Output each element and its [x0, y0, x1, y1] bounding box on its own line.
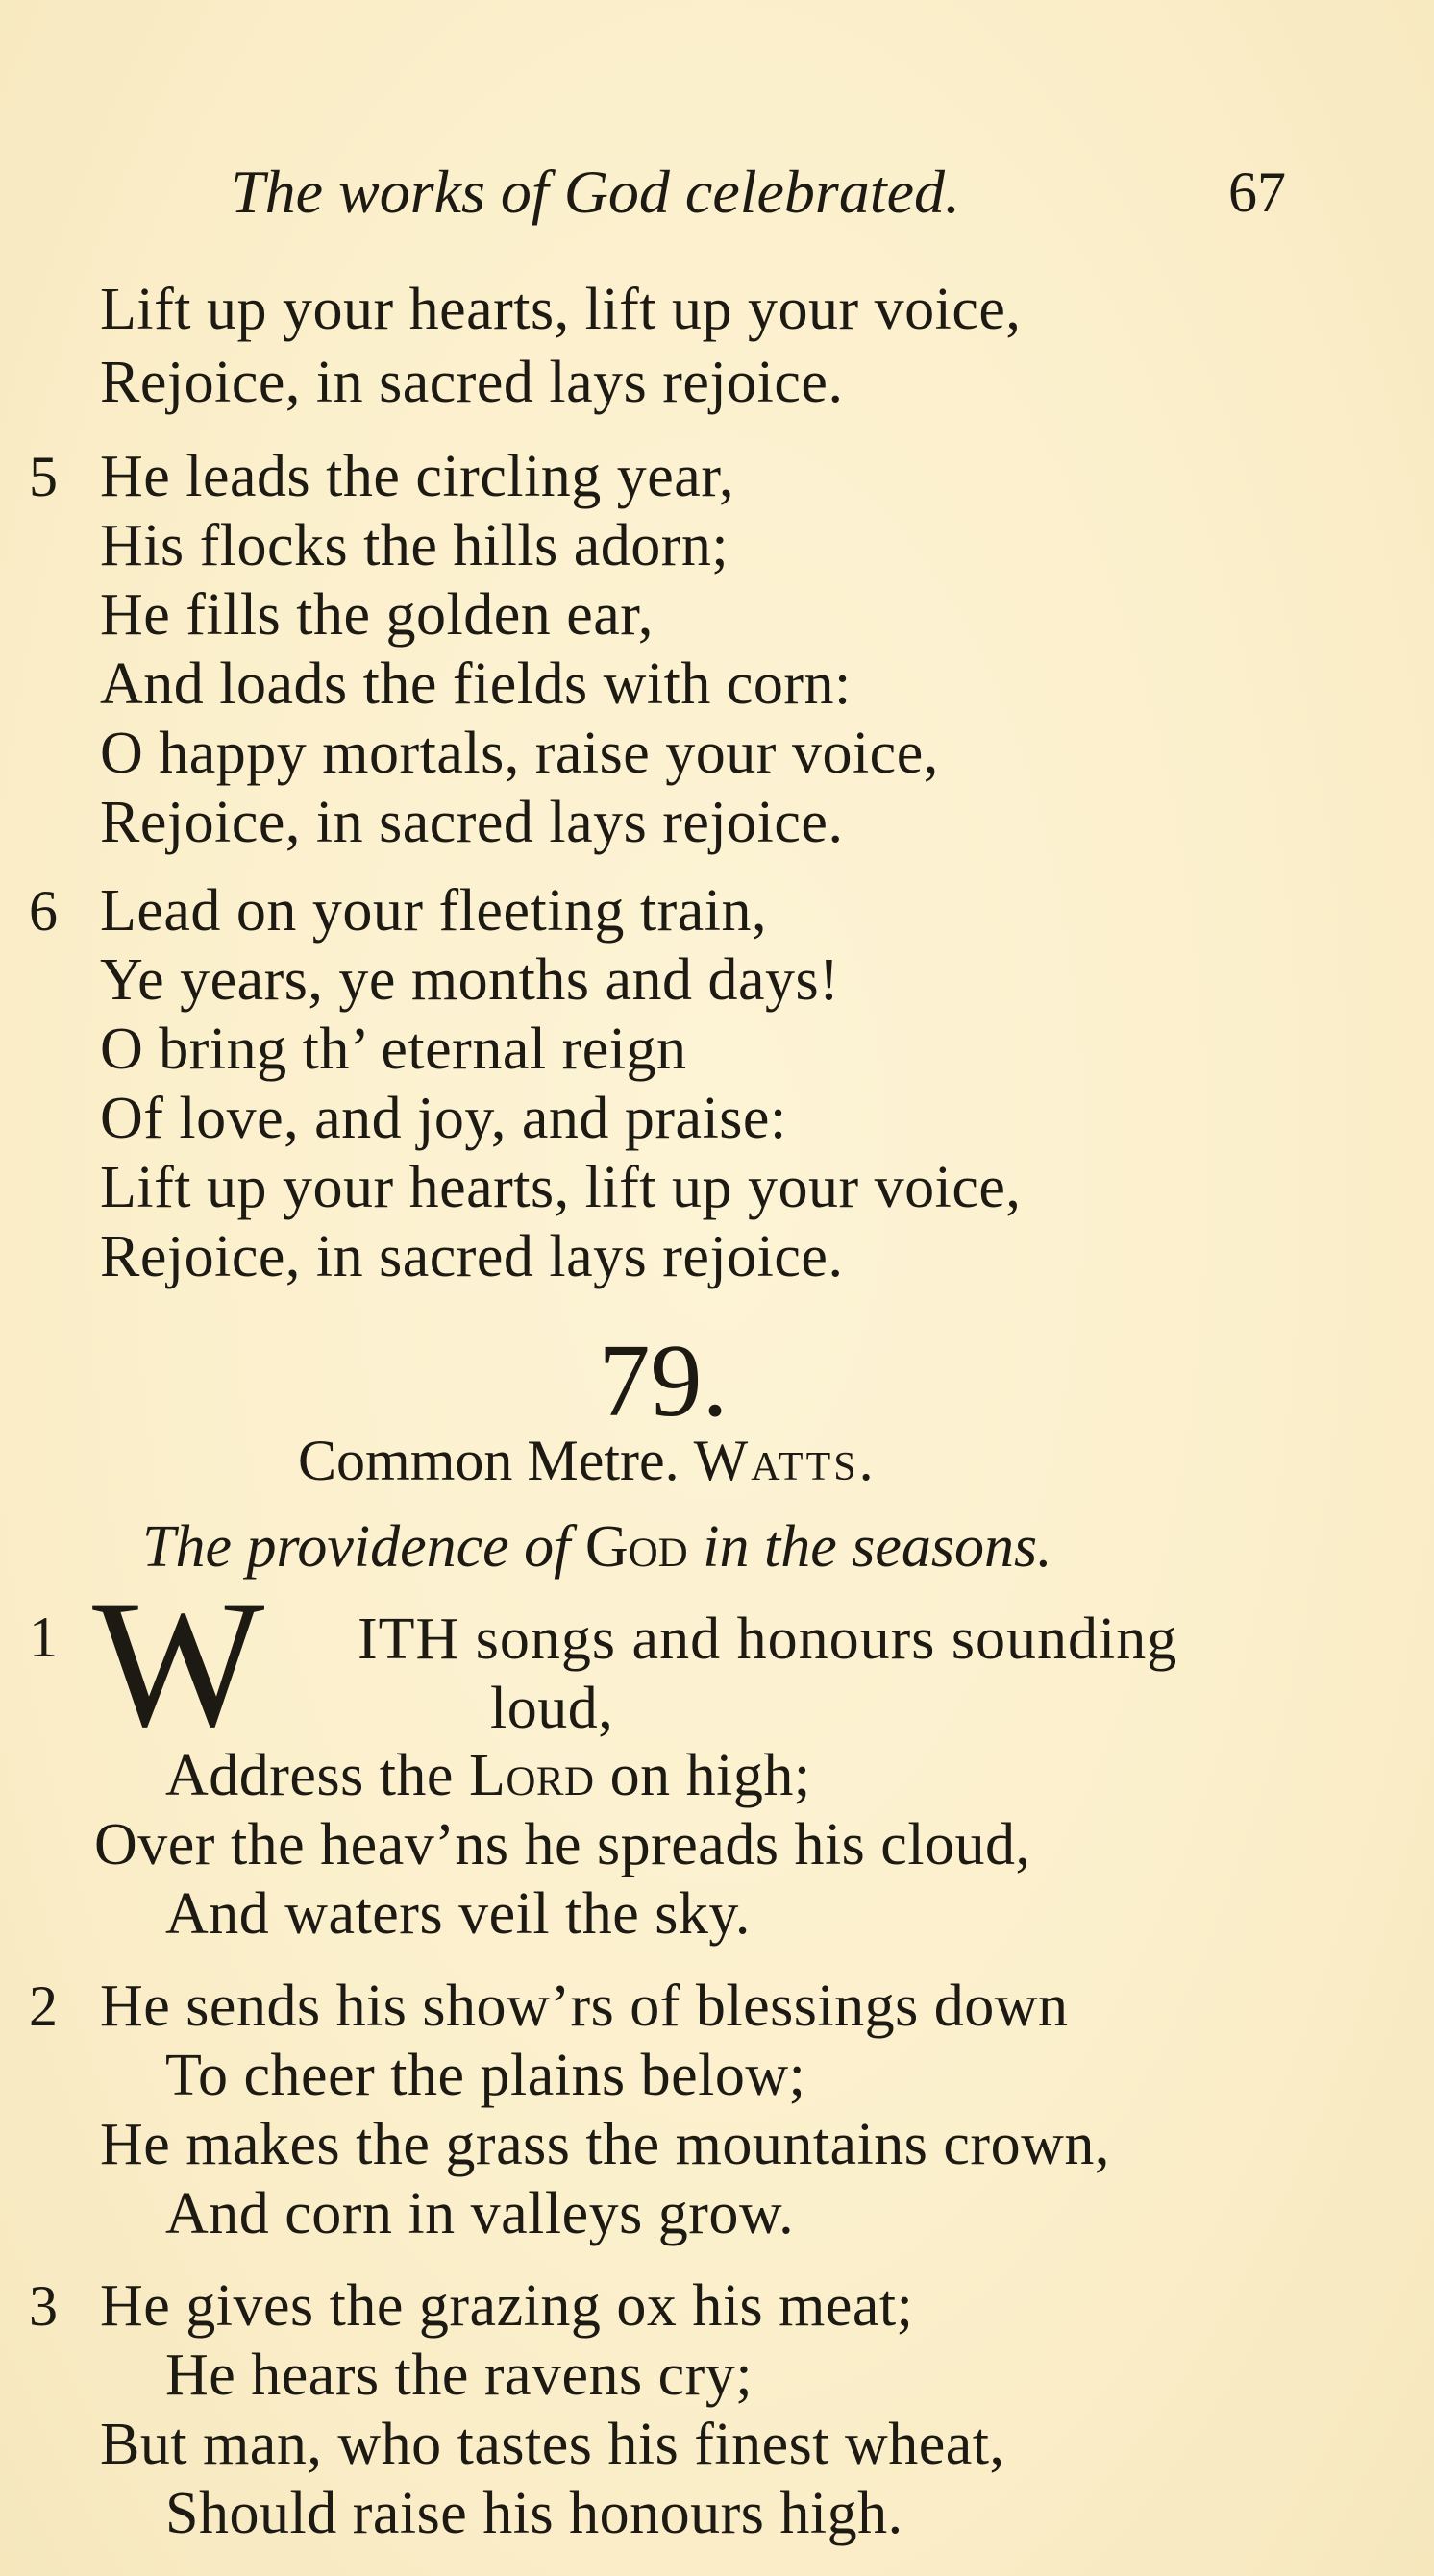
verse-line: O bring th’ eternal reign — [100, 1017, 687, 1082]
verse-line: Over the heav’ns he spreads his cloud, — [94, 1812, 1031, 1877]
stanza-number: 3 — [29, 2274, 58, 2338]
stanza-number: 1 — [29, 1606, 58, 1669]
verse-line: O happy mortals, raise your voice, — [100, 721, 939, 786]
line-prefix: Address the — [165, 1743, 454, 1808]
verse-line: And waters veil the sky. — [165, 1881, 751, 1947]
subject-god: God — [584, 1514, 688, 1580]
verse-line: And loads the fields with corn: — [100, 651, 852, 717]
verse-line: Should raise his honours high. — [165, 2481, 903, 2546]
hymn-author: Watts. — [693, 1429, 877, 1492]
verse-line: Lead on your fleeting train, — [100, 878, 768, 944]
verse-line: Of love, and joy, and praise: — [100, 1086, 787, 1151]
lord-word: Lord — [468, 1743, 595, 1808]
meter-label: Common Metre. — [298, 1429, 680, 1492]
stanza-number: 6 — [29, 879, 58, 943]
verse-line: Ye years, ye months and days! — [100, 947, 840, 1013]
verse-line: He gives the grazing ox his meat; — [100, 2273, 914, 2339]
line-suffix: on high; — [609, 1743, 811, 1808]
verse-line: Lift up your hearts, lift up your voice, — [100, 1155, 1022, 1220]
verse-line: Rejoice, in sacred lays rejoice. — [100, 350, 844, 415]
verse-line: He hears the ravens cry; — [165, 2343, 754, 2408]
verse-line: Rejoice, in sacred lays rejoice. — [100, 790, 844, 855]
stanza-number: 2 — [29, 1975, 58, 2038]
verse-line: He leads the circling year, — [100, 444, 734, 509]
subject-suffix: in the seasons. — [703, 1514, 1052, 1580]
verse-line: He fills the golden ear, — [100, 582, 654, 648]
verse-line: ITH songs and honours sounding — [358, 1607, 1178, 1672]
stanza-number: 5 — [29, 445, 58, 508]
drop-cap: W — [92, 1563, 265, 1765]
verse-line — [165, 1741, 811, 1810]
verse-line: But man, who tastes his finest wheat, — [100, 2412, 1005, 2477]
verse-line: He makes the grass the mountains crown, — [100, 2112, 1110, 2177]
verse-line: He sends his show’rs of blessings down — [100, 1974, 1069, 2039]
hymn-meter — [298, 1424, 877, 1497]
verse-line: loud, — [490, 1676, 614, 1741]
verse-line: Lift up your hearts, lift up your voice, — [100, 277, 1022, 342]
verse-line: To cheer the plains below; — [165, 2043, 806, 2108]
hymn-subject — [142, 1510, 1052, 1583]
running-title: The works of God celebrated. — [231, 158, 960, 226]
hymn-number: 79. — [598, 1324, 729, 1438]
verse-line: Rejoice, in sacred lays rejoice. — [100, 1224, 844, 1289]
verse-line: And corn in valleys grow. — [165, 2181, 795, 2246]
page-number: 67 — [1228, 160, 1286, 224]
subject-prefix: The providence of — [142, 1514, 571, 1580]
verse-line: His flocks the hills adorn; — [100, 513, 729, 578]
